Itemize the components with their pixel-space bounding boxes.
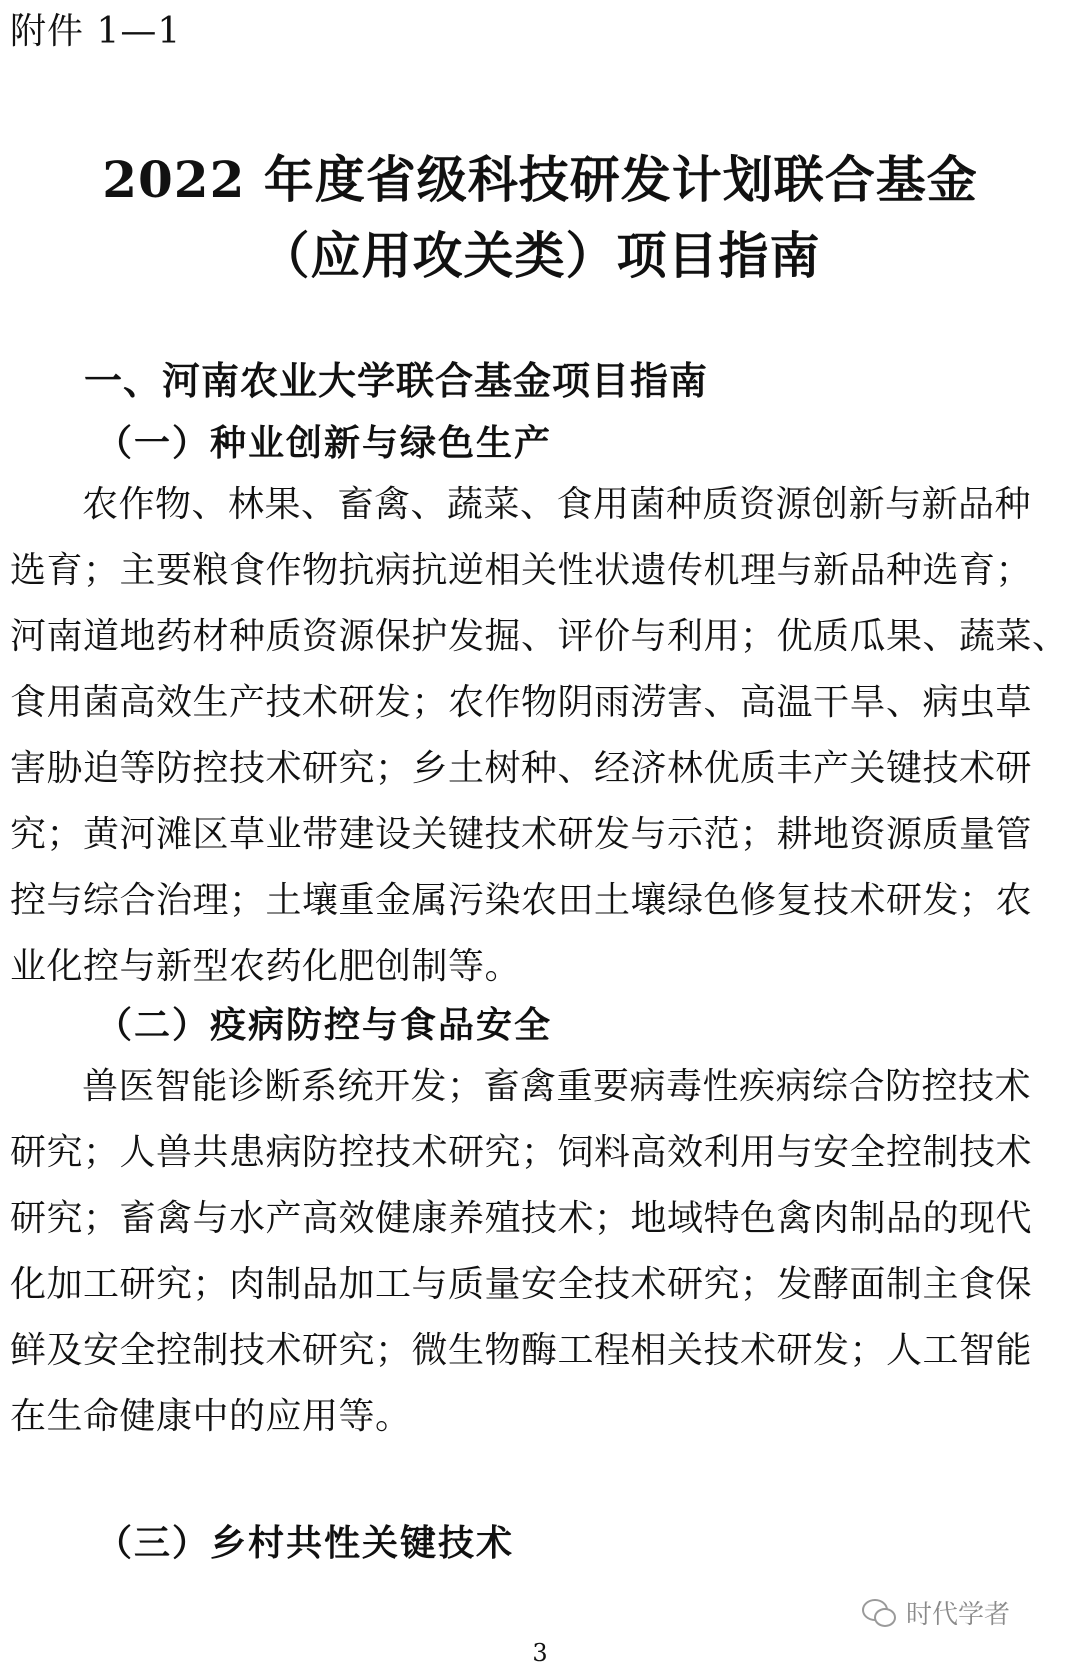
paragraph-line: 鲜及安全控制技术研究；微生物酶工程相关技术研发；人工智能	[10, 1330, 1033, 1371]
watermark	[862, 1594, 1010, 1631]
paragraph-line: 控与综合治理；土壤重金属污染农田土壤绿色修复技术研发；农	[10, 880, 1033, 921]
section-heading: 一、河南农业大学联合基金项目指南	[84, 358, 709, 403]
paragraph-line: 兽医智能诊断系统开发；畜禽重要病毒性疾病综合防控技术	[82, 1066, 1032, 1107]
watermark-text: 时代学者	[905, 1600, 1010, 1630]
page-number: 3	[532, 1639, 548, 1667]
paragraph-line: 在生命健康中的应用等。	[10, 1396, 412, 1437]
paragraph-line: 害胁迫等防控技术研究；乡土树种、经济林优质丰产关键技术研	[10, 748, 1033, 789]
paragraph-line: 业化控与新型农药化肥创制等。	[10, 946, 522, 987]
paragraph-line: 农作物、林果、畜禽、蔬菜、食用菌种质资源创新与新品种	[82, 484, 1032, 525]
wechat-icon	[862, 1599, 896, 1627]
paragraph-line: 食用菌高效生产技术研发；农作物阴雨涝害、高温干旱、病虫草	[10, 682, 1033, 723]
paragraph-line: 研究；畜禽与水产高效健康养殖技术；地域特色禽肉制品的现代	[10, 1198, 1033, 1239]
paragraph-line: 究；黄河滩区草业带建设关键技术研发与示范；耕地资源质量管	[10, 814, 1033, 855]
paragraph-disease-control	[10, 1054, 1050, 1450]
paragraph-seed-innovation	[10, 472, 1069, 1000]
subsection-heading-3: （三）乡村共性关键技术	[96, 1522, 515, 1564]
attachment-label: 附件 1—1	[10, 11, 182, 52]
document-title-line-1: 2022 年度省级科技研发计划联合基金	[102, 150, 978, 209]
paragraph-line: 化加工研究；肉制品加工与质量安全技术研究；发酵面制主食保	[10, 1264, 1033, 1305]
document-title-line-2: （应用攻关类）项目指南	[259, 226, 821, 285]
subsection-heading-2: （二）疫病防控与食品安全	[96, 1004, 553, 1046]
subsection-heading-1: （一）种业创新与绿色生产	[96, 422, 553, 464]
paragraph-line: 河南道地药材种质资源保护发掘、评价与利用；优质瓜果、蔬菜、	[10, 616, 1069, 657]
paragraph-line: 研究；人兽共患病防控技术研究；饲料高效利用与安全控制技术	[10, 1132, 1033, 1173]
paragraph-line: 选育；主要粮食作物抗病抗逆相关性状遗传机理与新品种选育；	[10, 550, 1033, 591]
